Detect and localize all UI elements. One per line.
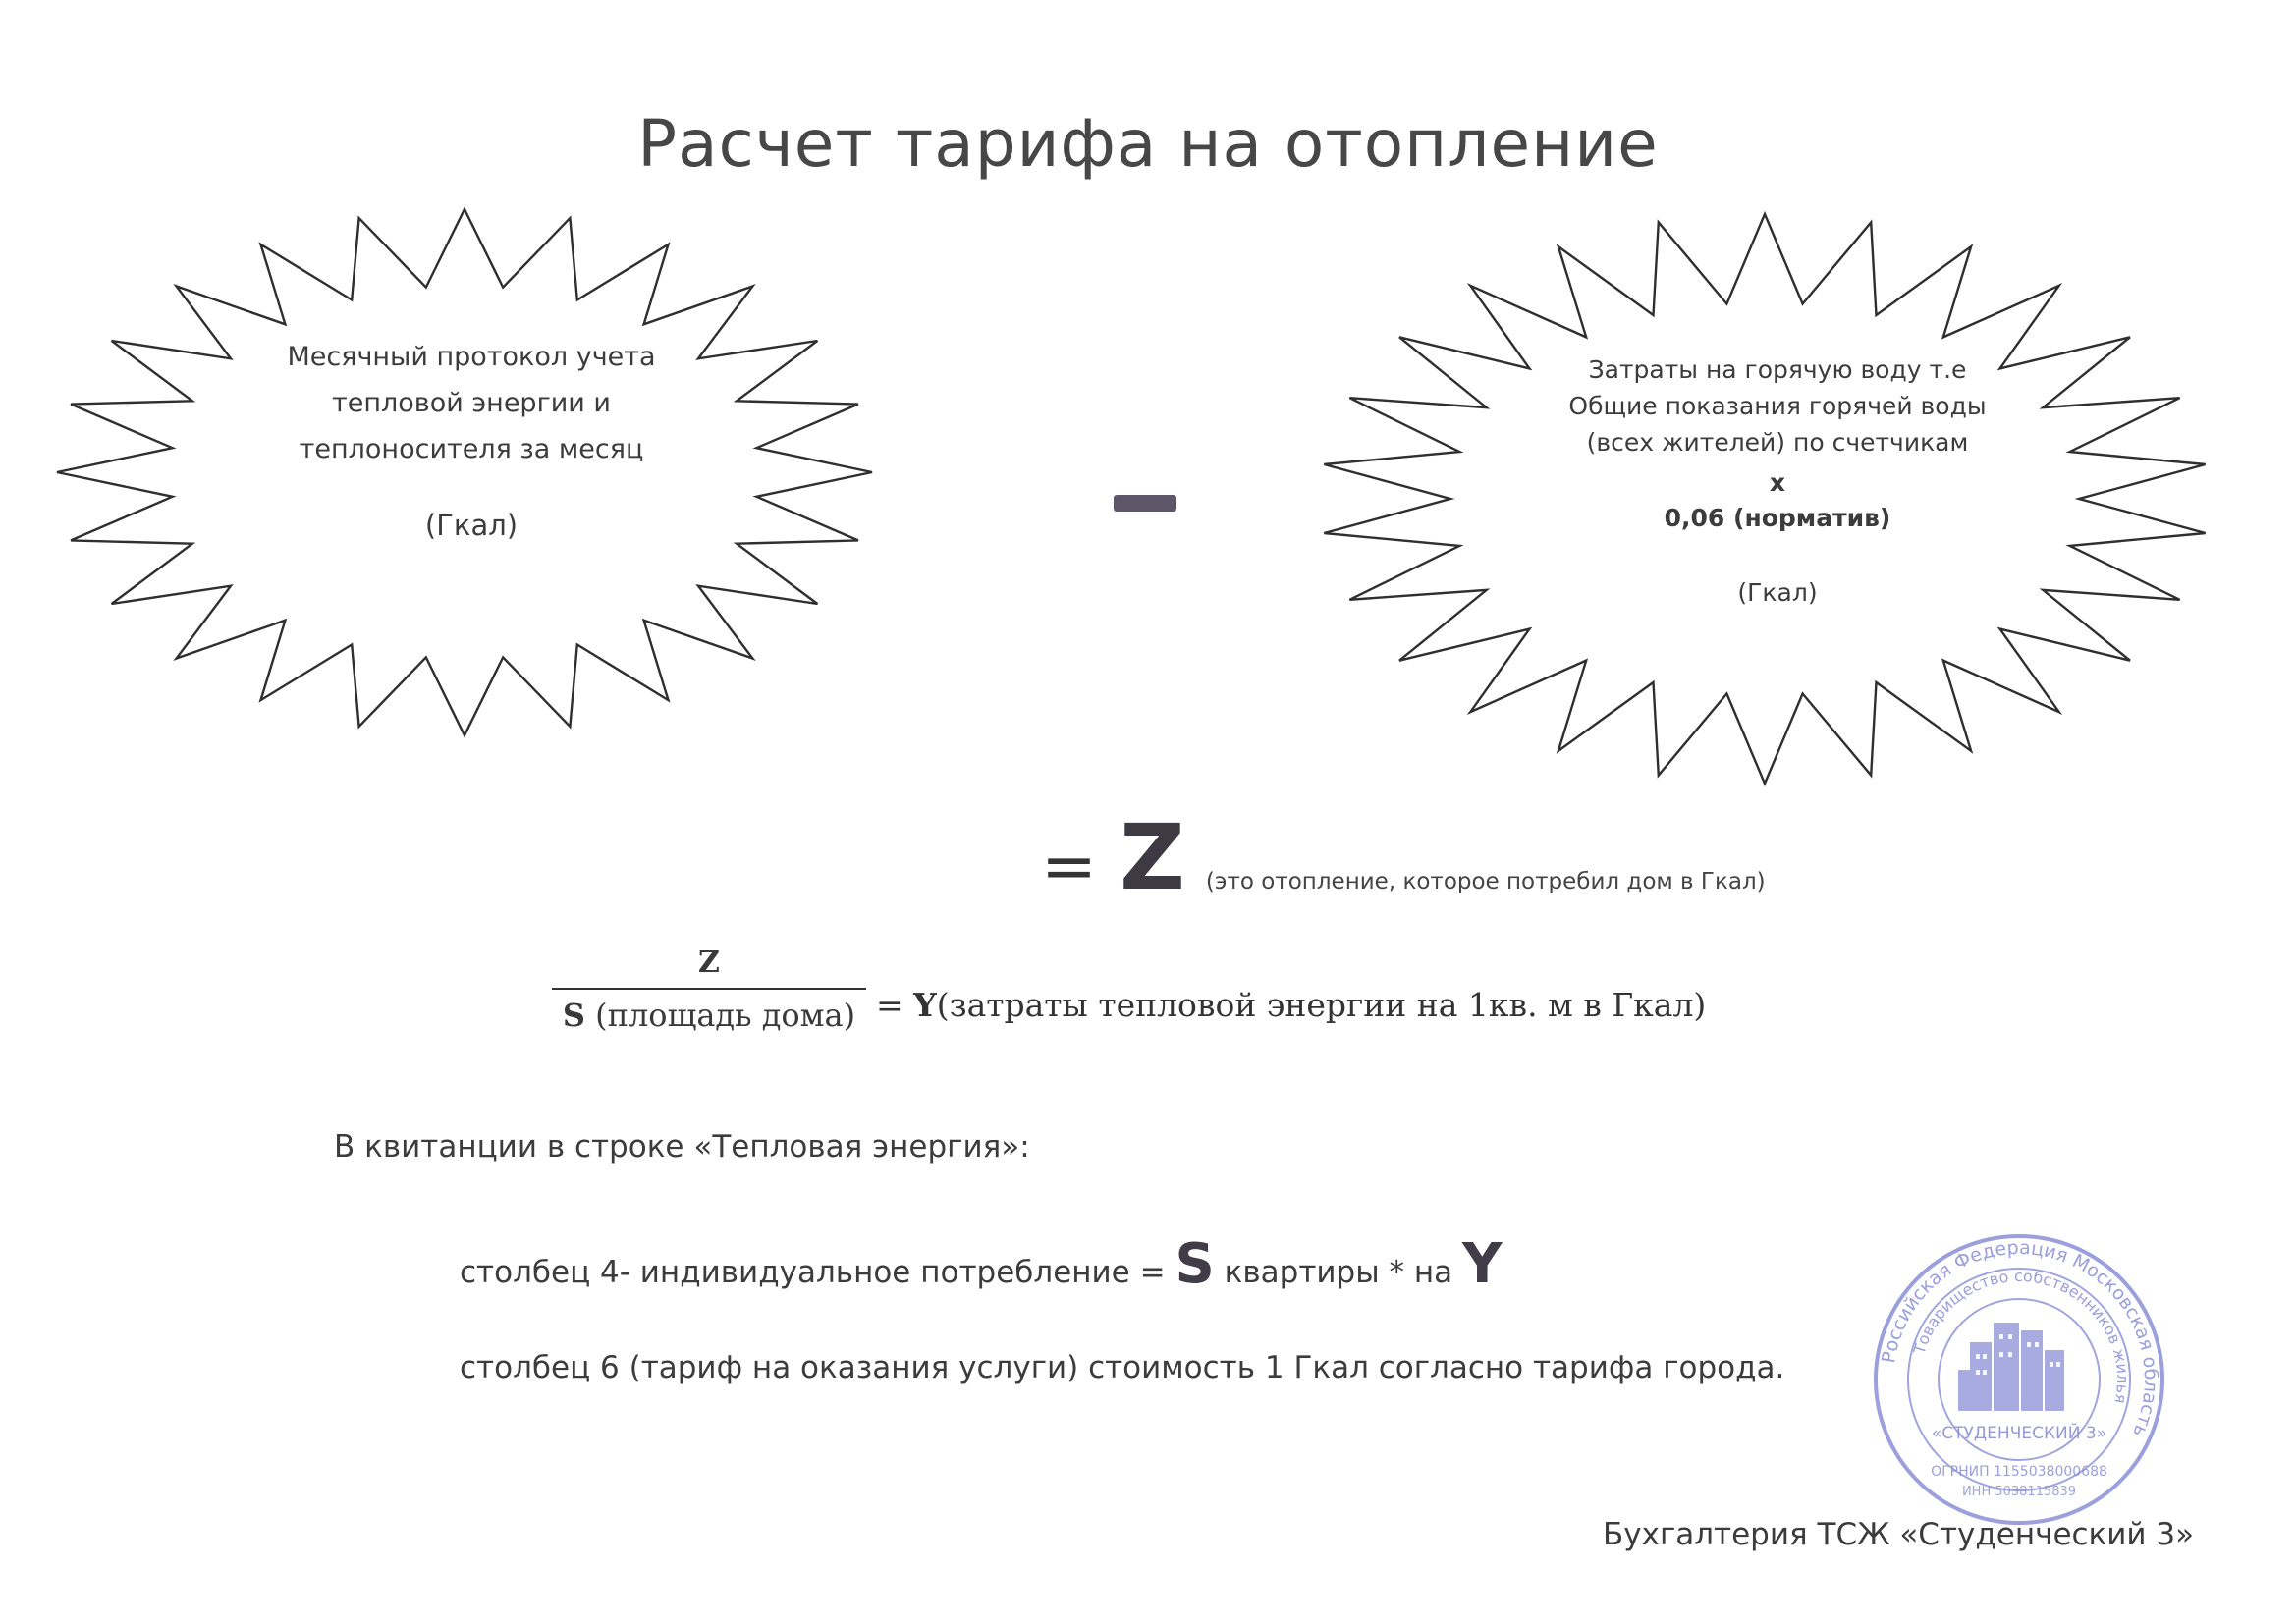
column4-line bbox=[460, 1232, 1503, 1296]
svg-text:Российская Федерация Московск: Российская Федерация Московская область bbox=[1878, 1236, 2162, 1440]
result-symbol: Y bbox=[913, 986, 937, 1024]
signature: Бухгалтерия ТСЖ «Студенческий 3» bbox=[1603, 1517, 2195, 1552]
denominator-symbol: S bbox=[562, 997, 585, 1034]
left-burst-line: теплоносителя за месяц bbox=[299, 434, 644, 464]
starburst-outline bbox=[1324, 214, 2205, 784]
right-burst-multiply: x bbox=[1769, 468, 1786, 497]
z-note: (это отопление, которое потребил дом в Гкал) bbox=[1205, 869, 1766, 894]
page-title: Расчет тарифа на отопление bbox=[637, 106, 1659, 182]
equals-row bbox=[1041, 805, 1766, 910]
column4-prefix: столбец 4- индивидуальное потребление = bbox=[460, 1255, 1175, 1290]
column4-s: S bbox=[1175, 1232, 1215, 1296]
fraction bbox=[552, 941, 866, 1039]
left-burst-line: Месячный протокол учета bbox=[287, 342, 656, 372]
svg-text:«СТУДЕНЧЕСКИЙ 3»: «СТУДЕНЧЕСКИЙ 3» bbox=[1931, 1424, 2107, 1443]
result-prefix: = bbox=[876, 986, 914, 1024]
right-burst-line: (всех жителей) по счетчикам bbox=[1586, 428, 1969, 457]
fraction-denominator bbox=[552, 992, 866, 1039]
denominator-text: (площадь дома) bbox=[584, 997, 856, 1034]
column4-y: Y bbox=[1462, 1232, 1503, 1296]
fraction-result bbox=[876, 986, 1706, 1024]
right-burst-text bbox=[1463, 352, 2092, 460]
column6-line: столбец 6 (тариф на оказания услуги) стоимость 1 Гкал согласно тарифа города. bbox=[460, 1350, 1785, 1385]
result-text: (затраты тепловой энергии на 1кв. м в Гкал) bbox=[936, 986, 1707, 1024]
equals-sign: = bbox=[1041, 828, 1097, 905]
svg-text:Товарищество собственников жил: Товарищество собственников жилья bbox=[1909, 1266, 2133, 1406]
receipt-line: В квитанции в строке «Тепловая энергия»: bbox=[334, 1129, 1030, 1164]
fraction-bar bbox=[552, 988, 866, 990]
fraction-numerator: Z bbox=[698, 946, 720, 980]
right-burst-line: Затраты на горячую воду т.е bbox=[1588, 355, 1967, 384]
left-burst-line: тепловой энергии и bbox=[332, 388, 611, 418]
right-burst-line: Общие показания горячей воды bbox=[1568, 392, 1987, 420]
svg-text:ОГРНИП 1155038000688: ОГРНИП 1155038000688 bbox=[1931, 1464, 2107, 1480]
right-starburst bbox=[0, 0, 1, 1]
right-burst-unit: (Гкал) bbox=[1737, 578, 1818, 607]
left-burst-unit: (Гкал) bbox=[424, 509, 519, 542]
stamp-seal bbox=[1872, 1232, 2166, 1527]
column4-mid: квартиры * на bbox=[1214, 1255, 1463, 1290]
svg-text:ИНН 5038115839: ИНН 5038115839 bbox=[1961, 1485, 2077, 1499]
right-burst-norm: 0,06 (норматив) bbox=[1664, 504, 1891, 532]
z-symbol: Z bbox=[1120, 805, 1185, 910]
